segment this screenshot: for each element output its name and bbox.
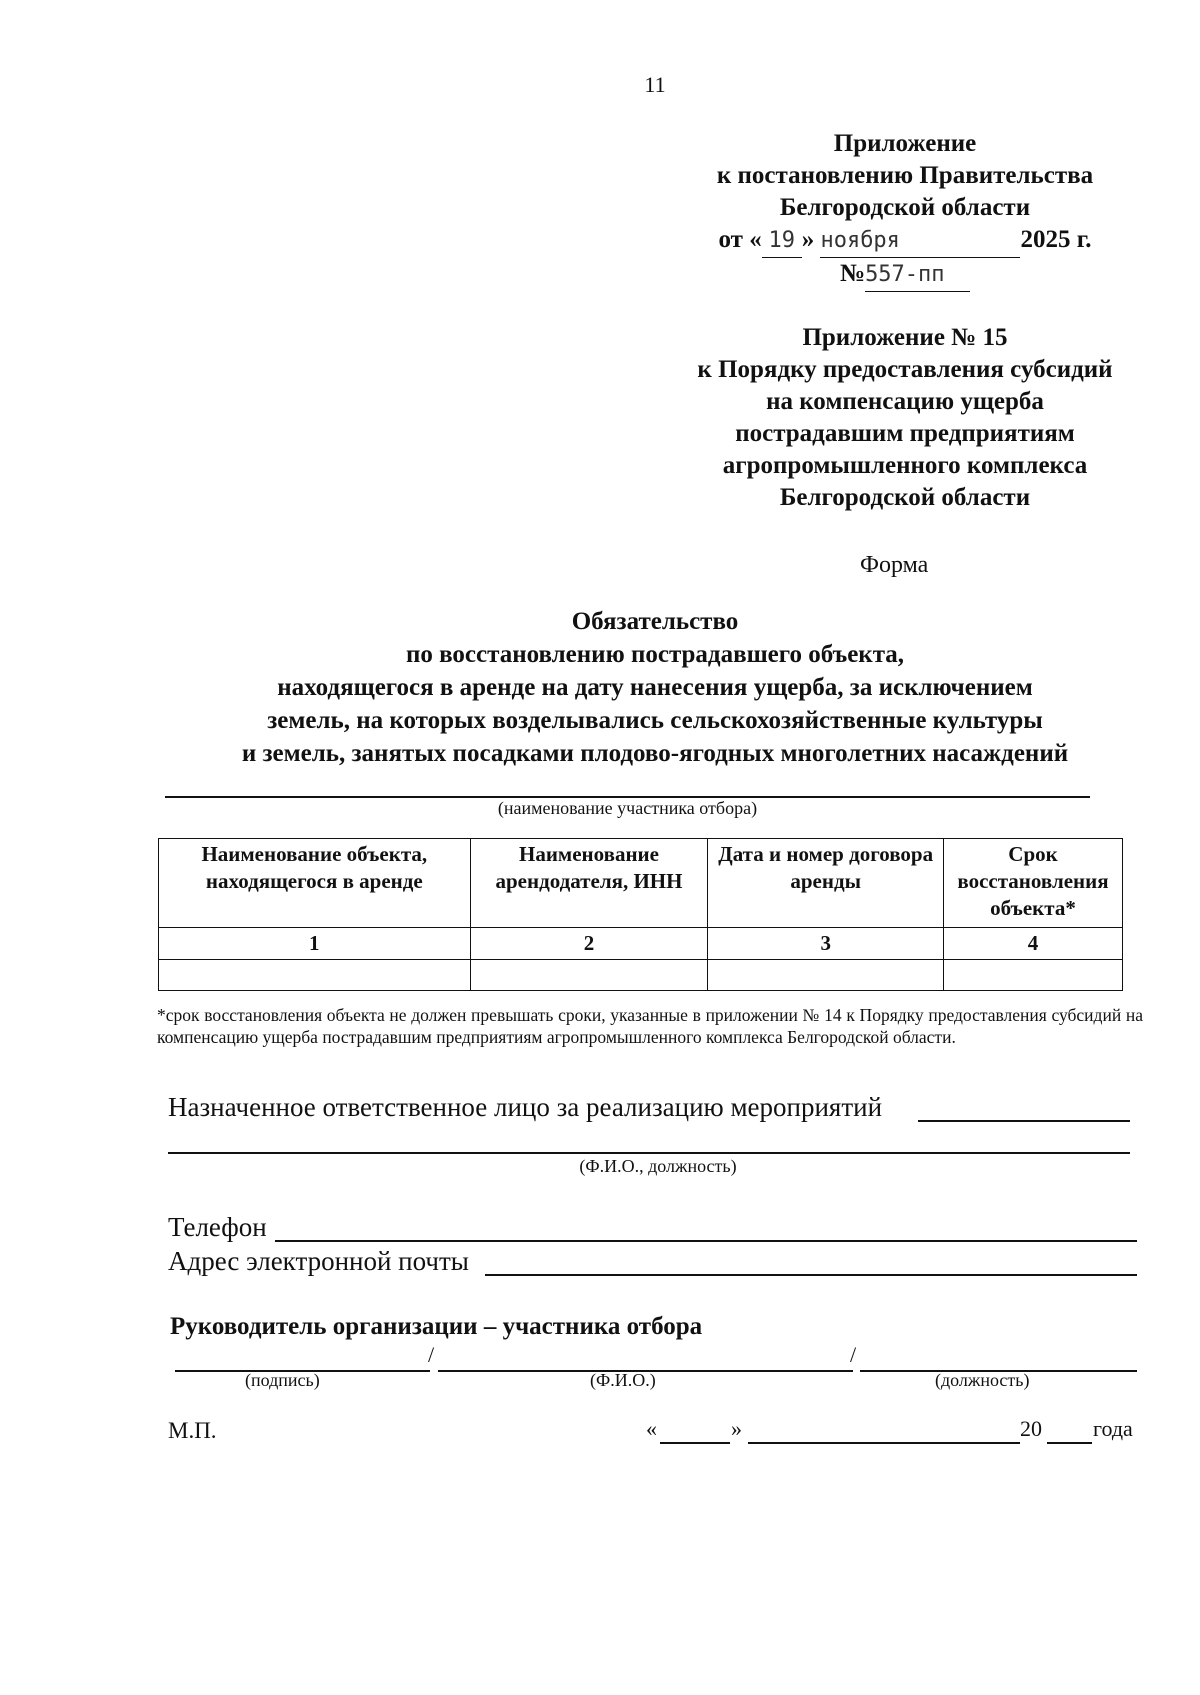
document-title-line: по восстановлению пострадавшего объекта, — [405, 641, 905, 668]
annex-block — [660, 322, 1150, 514]
table-header-cell: Срок восстановления объекта* — [944, 839, 1123, 928]
table-cell[interactable] — [159, 960, 471, 991]
date-day-field[interactable] — [660, 1442, 730, 1444]
date-month-field[interactable] — [748, 1442, 1020, 1444]
approval-month: ноября — [820, 225, 1020, 258]
table-cell[interactable] — [944, 960, 1123, 991]
table-cell[interactable] — [470, 960, 708, 991]
table-header-cell: Наименование объекта, находящегося в аренде — [159, 839, 471, 928]
separator: / — [850, 1342, 857, 1367]
table-number-cell: 3 — [708, 928, 944, 960]
position-caption: (должность) — [935, 1370, 1030, 1390]
phone-field[interactable] — [275, 1240, 1137, 1242]
approval-block — [660, 128, 1150, 292]
annex-line: Белгородской области — [779, 484, 1031, 511]
date-year-field[interactable] — [1047, 1442, 1092, 1444]
annex-line: агропромышленного комплекса — [722, 452, 1088, 479]
phone-label: Телефон — [168, 1212, 267, 1242]
participant-caption: (наименование участника отбора) — [497, 798, 758, 818]
email-field[interactable] — [485, 1274, 1137, 1276]
approval-number-value: 557-пп — [865, 259, 970, 292]
annex-line: пострадавшим предприятиям — [735, 420, 1075, 447]
document-title — [170, 605, 1140, 770]
approval-number: №557-пп — [660, 258, 1150, 292]
responsible-line-short[interactable] — [918, 1120, 1130, 1122]
date-year-suffix: года — [1093, 1416, 1133, 1441]
table-number-cell: 1 — [159, 928, 471, 960]
date-quote-open: « — [646, 1416, 657, 1441]
approval-year: 2025 г. — [1020, 226, 1092, 253]
footnote: *срок восстановления объекта не должен превышать сроки, указанные в приложении № 14 к Порядку предоставления субсидий на компенсацию ущерба пострадавшим предприятиям агропромышленного комплекса Белгородской области. — [157, 1005, 1143, 1047]
table-number-row — [159, 928, 1123, 960]
approval-date: от « 19 » ноября 2025 г. — [660, 224, 1150, 258]
table-header-cell: Дата и номер договора аренды — [708, 839, 944, 928]
date-quote-close: » — [731, 1416, 742, 1441]
form-label: Форма — [860, 552, 929, 578]
annex-title: Приложение № 15 — [802, 324, 1008, 351]
table-header-cell: Наименование арендодателя, ИНН — [470, 839, 708, 928]
separator: / — [428, 1342, 435, 1367]
date-year-prefix: 20 — [1020, 1416, 1042, 1441]
responsible-line-full[interactable] — [168, 1152, 1130, 1154]
table-header-row — [159, 839, 1123, 928]
document-title-line: и земель, занятых посадками плодово-ягодных многолетних насаждений — [241, 740, 1069, 767]
lease-objects-table — [158, 838, 1123, 991]
table-number-cell: 2 — [470, 928, 708, 960]
table-row[interactable] — [159, 960, 1123, 991]
head-label: Руководитель организации – участника отбора — [170, 1313, 703, 1340]
document-title-line: земель, на которых возделывались сельскохозяйственные культуры — [267, 707, 1043, 734]
email-label: Адрес электронной почты — [168, 1246, 469, 1276]
stamp-label: М.П. — [168, 1418, 217, 1443]
document-heading: Обязательство — [571, 608, 739, 635]
document-title-line: находящегося в аренде на дату нанесения ущерба, за исключением — [277, 674, 1033, 701]
approval-line-1: к постановлению Правительства — [716, 162, 1094, 189]
table-number-cell: 4 — [944, 928, 1123, 960]
page-number: 11 — [644, 72, 666, 97]
approval-line-2: Белгородской области — [779, 194, 1031, 221]
responsible-label: Назначенное ответственное лицо за реализацию мероприятий — [168, 1092, 883, 1122]
full-name-caption: (Ф.И.О.) — [590, 1370, 656, 1390]
annex-line: на компенсацию ущерба — [766, 388, 1044, 415]
table-cell[interactable] — [708, 960, 944, 991]
responsible-caption: (Ф.И.О., должность) — [579, 1156, 737, 1176]
annex-line: к Порядку предоставления субсидий — [697, 356, 1113, 383]
approval-day: 19 — [762, 225, 802, 258]
signature-caption: (подпись) — [245, 1370, 320, 1390]
approval-title: Приложение — [833, 130, 977, 157]
